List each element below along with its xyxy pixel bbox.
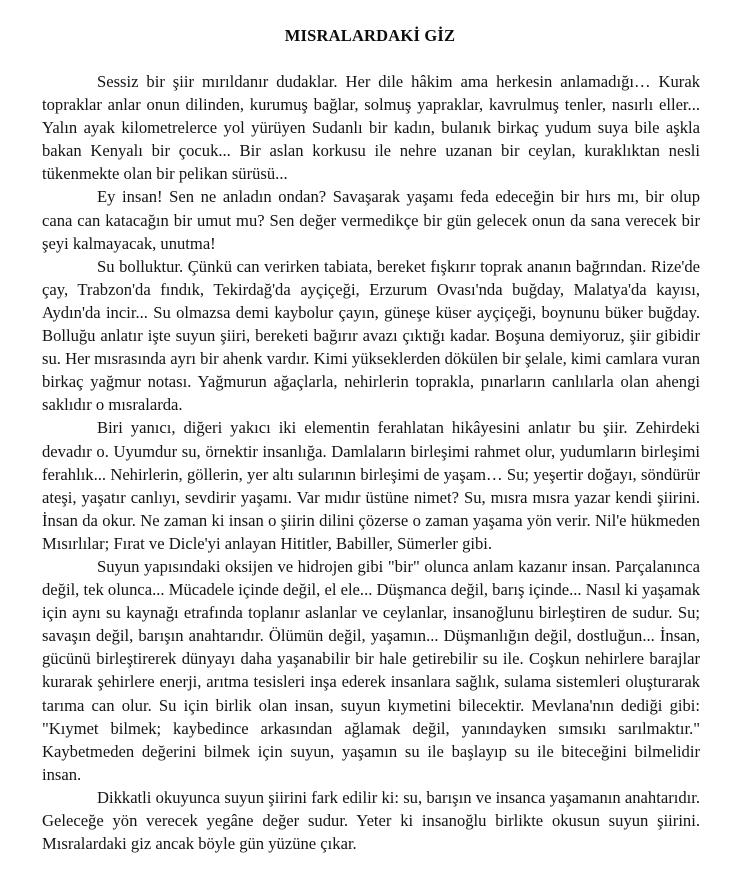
page-title: MISRALARDAKİ GİZ <box>284 26 456 45</box>
paragraph: Biri yanıcı, diğeri yakıcı iki elementin ferahlatan hikâyesini anlatır bu şiir. Zehirdeki devadır o. Uyumdur su, örnektir insanlığa. Damlaların birleşimi rahmet olur, yudumların birleşimi ferahlık... Nehirlerin, göllerin, yer altı sularının birleşimi de yaşam… Su; yeşertir doğayı, söndürür ateşi, yaşatır canlıyı, sevdirir yaşamı. Var mıdır üstüne nimet? Su, mısra mısra yazar kendi şiirini. İnsan da okur. Ne zaman ki insan o şiirin dilini çözerse o zaman yaşama yön verir. Nil'e hükmeden Mısırlılar; Fırat ve Dicle'yi anlayan Hititler, Babiller, Sümerler gibi. <box>42 418 700 553</box>
document-body <box>0 46 740 855</box>
paragraph: Sessiz bir şiir mırıldanır dudaklar. Her dile hâkim ama herkesin anlamadığı… Kurak topraklar anlar onun dilinden, kurumuş bağlar, solmuş yapraklar, kavrulmuş tenler, nasırlı eller... Yalın ayak kilometrelerce yol yürüyen Sudanlı bir kadın, bulanık birkaç yudum suya bile aşkla bakan Kenyalı bir çocuk... Bir aslan korkusu ile nehre uzanan bir ceylan, kuraklıktan nesli tükenmekte olan bir pelikan sürüsü... <box>42 72 700 184</box>
paragraph: Dikkatli okuyunca suyun şiirini fark edilir ki: su, barışın ve insanca yaşamanın anahtarıdır. Geleceğe yön verecek yegâne değer sudur. Yeter ki insanoğlu birlikte okusun suyun şiirini. Mısralardaki giz ancak böyle gün yüzüne çıkar. <box>42 787 700 854</box>
paragraph: Suyun yapısındaki oksijen ve hidrojen gibi "bir" olunca anlam kazanır insan. Parçalanınca değil, tek olunca... Mücadele içinde değil, el ele... Düşmanca değil, barış içinde... Nasıl ki yaşamak için aynı su kaynağı etrafında toplanır aslanlar ve ceylanlar, insanoğlunu birleştiren de sudur. Su; savaşın değil, barışın anahtarıdır. Ölümün değil, yaşamın... Düşmanlığın değil, dostluğun... İnsan, gücünü birleştirerek dünyayı daha yaşanabilir bir hale getirebilir su ile. Coşkun nehirlere barajlar kurarak şehirlere enerji, arıtma tesisleri inşa ederek insanlara sağlık, sulama sistemleri oluşturarak tarıma can olur. Su için birlik olan insan, suyun kıymetini bilecektir. Mevlana'nın dediği gibi: "Kıymet bilmek; kaybedince arkasından ağlamak değil, yanındayken sımsıkı sarılmaktır." Kaybetmeden değerini bilmek için suyun, yaşamın su ile başlayıp su ile biteceğini bilmelidir insan. <box>42 556 701 784</box>
paragraph: Su bolluktur. Çünkü can verirken tabiata, bereket fışkırır toprak ananın bağrından. Rize'de çay, Trabzon'da fındık, Tekirdağ'da ayçiçeği, Erzurum Ovası'nda buğday, Malatya'da kayısı, Aydın'da incir... Su olmazsa demi kaybolur çayın, güneşe küser ayçiçeği, boynunu büker buğday. Bolluğu anlatır işte suyun şiiri, bereketi bağırır avazı çıktığı kadar. Boşuna demiyoruz, şiir gibidir su. Her mısrasında ayrı bir ahenk vardır. Kimi yükseklerden dökülen bir şelale, kimi camlara vuran birkaç yağmur notası. Yağmurun ağaçlarla, nehirlerin toprakla, pınarların canlılarla olan ahengi saklıdır o mısralarda. <box>42 256 700 415</box>
paragraph: Ey insan! Sen ne anladın ondan? Savaşarak yaşamı feda edeceğin bir hırs mı, bir olup cana can katacağın bir umut mu? Sen değer vermedikçe bir gün gelecek onun da sana verecek bir şeyi kalmayacak, unutma! <box>42 187 700 253</box>
